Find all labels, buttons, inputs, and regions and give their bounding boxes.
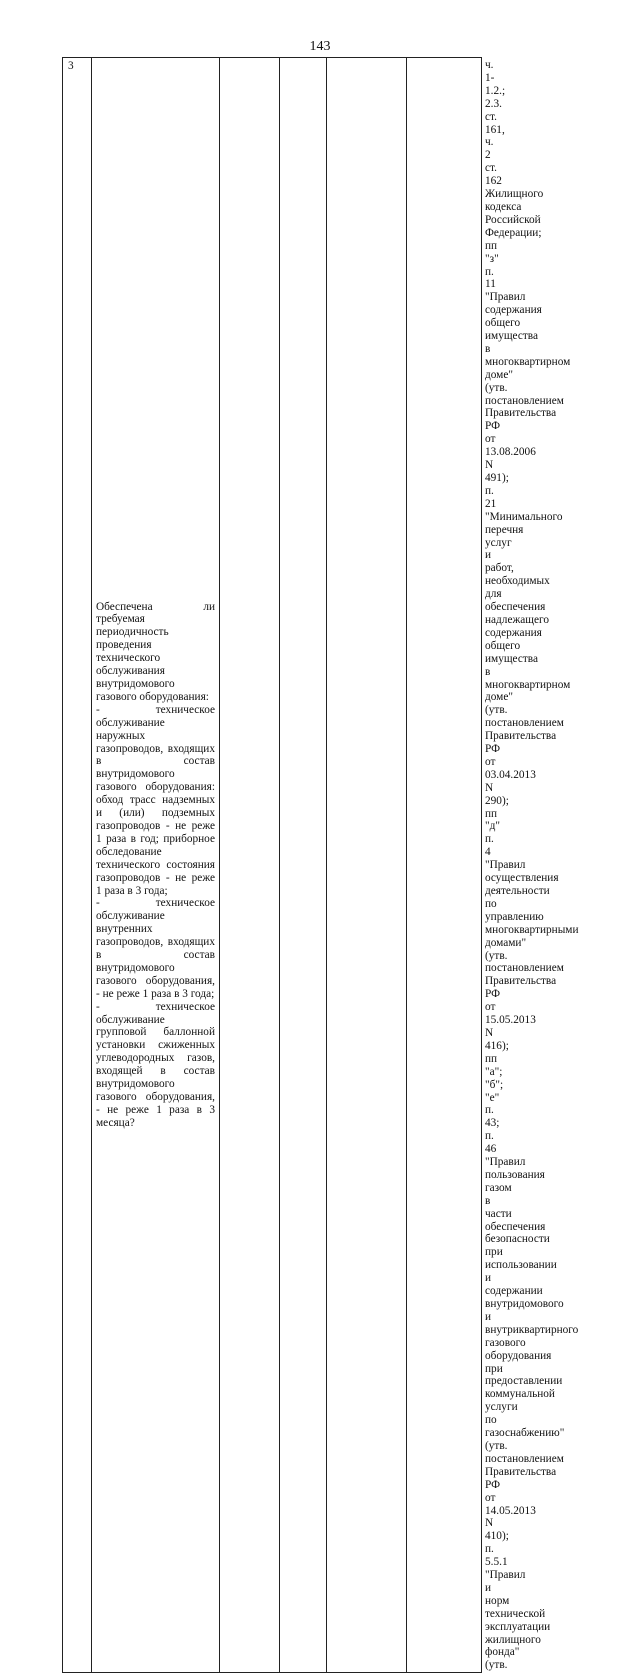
answer-yes-cell bbox=[220, 58, 280, 1673]
requirement-text: Обеспечена ли требуемая периодичность проведения технического обслуживания внутридомового газового оборудования: - техническое обслуживание наружных газопроводов, входящих в состав внутридомового газового оборудования: обход трасс надземных и (или) подземных газопроводов - не реже 1 раза в год; приборное обследование технического состояния газопроводов - не реже 1 раза в 3 года; - техническое обслуживание внутренних газопроводов, входящих в состав внутридомового газового оборудования, - не реже 1 раза в 3 года; - техническое обслуживание групповой баллонной установки сжиженных углеводородных газов, входящей в состав внутридомового газового оборудования, - не реже 1 раза в 3 месяца? bbox=[96, 600, 215, 1129]
row-number: 3 bbox=[68, 60, 74, 72]
answer-no-cell bbox=[280, 58, 327, 1673]
checklist-table bbox=[62, 57, 597, 1673]
requirement-cell bbox=[92, 58, 220, 1673]
row-number-cell bbox=[63, 58, 92, 1673]
notes-cell bbox=[407, 58, 482, 1673]
page-number: 143 bbox=[309, 39, 331, 54]
answer-na-cell bbox=[327, 58, 407, 1673]
table-row: 3 Обеспечена ли требуемая периодичность проведения технического обслуживания внутридомового газового оборудования: - техническое обслуживание наружных газопроводов, входящих в состав внутридомового газового оборудования: обход трасс надземных и (или) подземных газопроводов - не реже 1 раза в год; приборное обследование технического состояния газопроводов - не реже 1 раза в 3 года; - техническое обслуживание внутренних газопроводов, входящих в состав внутридомового газового оборудования, - не реже 1 раза в 3 года; - техническое обслуживание групповой баллонной установки сжиженных углеводородных газов, входящей в состав внутридомового газового оборудования, - не реже 1 раза в 3 месяца? ч. 1-1.2.; 2.3. ст. 161, ч. 2 ст. 162 Жилищного кодекса Российской Федерации; пп "з" п. 11 "Правил содержания общего имущества в многоквартирном доме" (утв. постановлением Правительства РФ от 13.08.2006 N 491); п. 21 "Минимального перечня услуг и работ, необходимых для обеспечения надлежащего содержания общего имущества в многоквартирном доме" (утв. постановлением Правительства РФ от 03.04.2013 N 290); пп "д" п. 4 "Правил осуществления деятельности по управлению многоквартирными домами" (утв. постановлением Правительства РФ от 15.05.2013 N 416); пп "а"; "б"; "е" п. 43; п. 46 "Правил пользования газом в части обеспечения безопасности при использовании и содержании внутридомового и внутриквартирного газового оборудования при предоставлении коммунальной услуги по газоснабжению" (утв. постановлением Правительства РФ от 14.05.2013 N 410); п. 5.5.1 "Правил и норм технической эксплуатации жилищного фонда" (утв. bbox=[63, 58, 597, 1673]
